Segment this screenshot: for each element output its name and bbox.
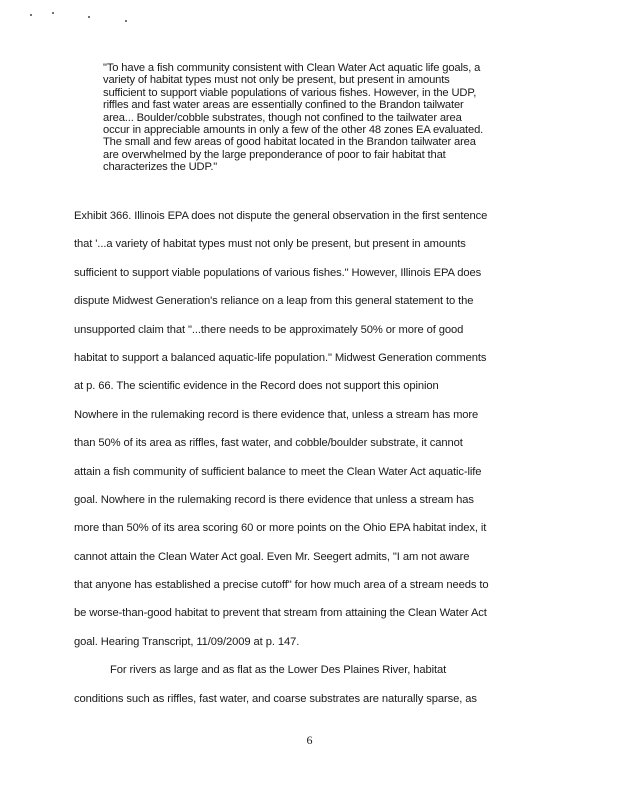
quote-line: are overwhelmed by the large preponderance of poor to fair habitat that [103,148,446,161]
quote-line: area... Boulder/cobble substrates, though not confined to the tailwater area [103,111,462,124]
quote-line: "To have a fish community consistent with Clean Water Act aquatic life goals, a [103,62,481,74]
body-line: at p. 66. The scientific evidence in the Record does not support this opinion [74,380,439,393]
body-line: unsupported claim that "...there needs to be approximately 50% or more of good [74,323,464,336]
quote-line: characterizes the UDP." [103,161,218,174]
body-line: sufficient to support viable populations of various fishes." However, Illinois EPA does [74,266,482,279]
body-line: goal. Hearing Transcript, 11/09/2009 at p. 147. [74,635,300,648]
scan-speck [30,14,32,16]
quote-line: sufficient to support viable populations of various fishes. However, in the UDP, [103,86,477,99]
scan-artifacts [30,10,140,26]
body-line: habitat to support a balanced aquatic-life population." Midwest Generation comments [74,351,487,364]
body-line: Exhibit 366. Illinois EPA does not dispute the general observation in the first sentence [74,210,488,222]
quote-line: riffles and fast water areas are essentially confined to the Brandon tailwater [103,99,464,112]
body-line: dispute Midwest Generation's reliance on a leap from this general statement to the [74,295,474,308]
body-line: more than 50% of its area scoring 60 or more points on the Ohio EPA habitat index, it [74,522,487,535]
body-line: Nowhere in the rulemaking record is there evidence that, unless a stream has more [74,408,479,421]
body-text [74,208,554,719]
quote-line: occur in appreciable amounts in only a few of the other 48 zones EA evaluated. [103,124,484,137]
scan-speck [88,16,90,18]
body-line: goal. Nowhere in the rulemaking record is there evidence that unless a stream has [74,493,474,506]
page-number: 6 [306,733,313,747]
paragraph-first-line: For rivers as large and as flat as the Lower Des Plaines River, habitat [110,664,447,677]
body-line: that anyone has established a precise cutoff" for how much area of a stream needs to [74,579,489,592]
body-line: be worse-than-good habitat to prevent that stream from attaining the Clean Water Act [74,607,487,620]
quote-line: The small and few areas of good habitat located in the Brandon tailwater area [103,136,476,149]
quote-line: variety of habitat types must not only be present, but present in amounts [103,74,450,87]
block-quote [103,62,543,174]
body-line: cannot attain the Clean Water Act goal. Even Mr. Seegert admits, "I am not aware [74,550,470,563]
scan-speck [52,12,54,14]
body-line: that '...a variety of habitat types must not only be present, but present in amounts [74,238,466,251]
body-line: conditions such as riffles, fast water, and coarse substrates are naturally sparse, as [74,692,477,705]
scan-speck [125,20,127,22]
body-line: attain a fish community of sufficient balance to meet the Clean Water Act aquatic-life [74,465,482,478]
body-line: than 50% of its area as riffles, fast water, and cobble/boulder substrate, it cannot [74,437,463,450]
